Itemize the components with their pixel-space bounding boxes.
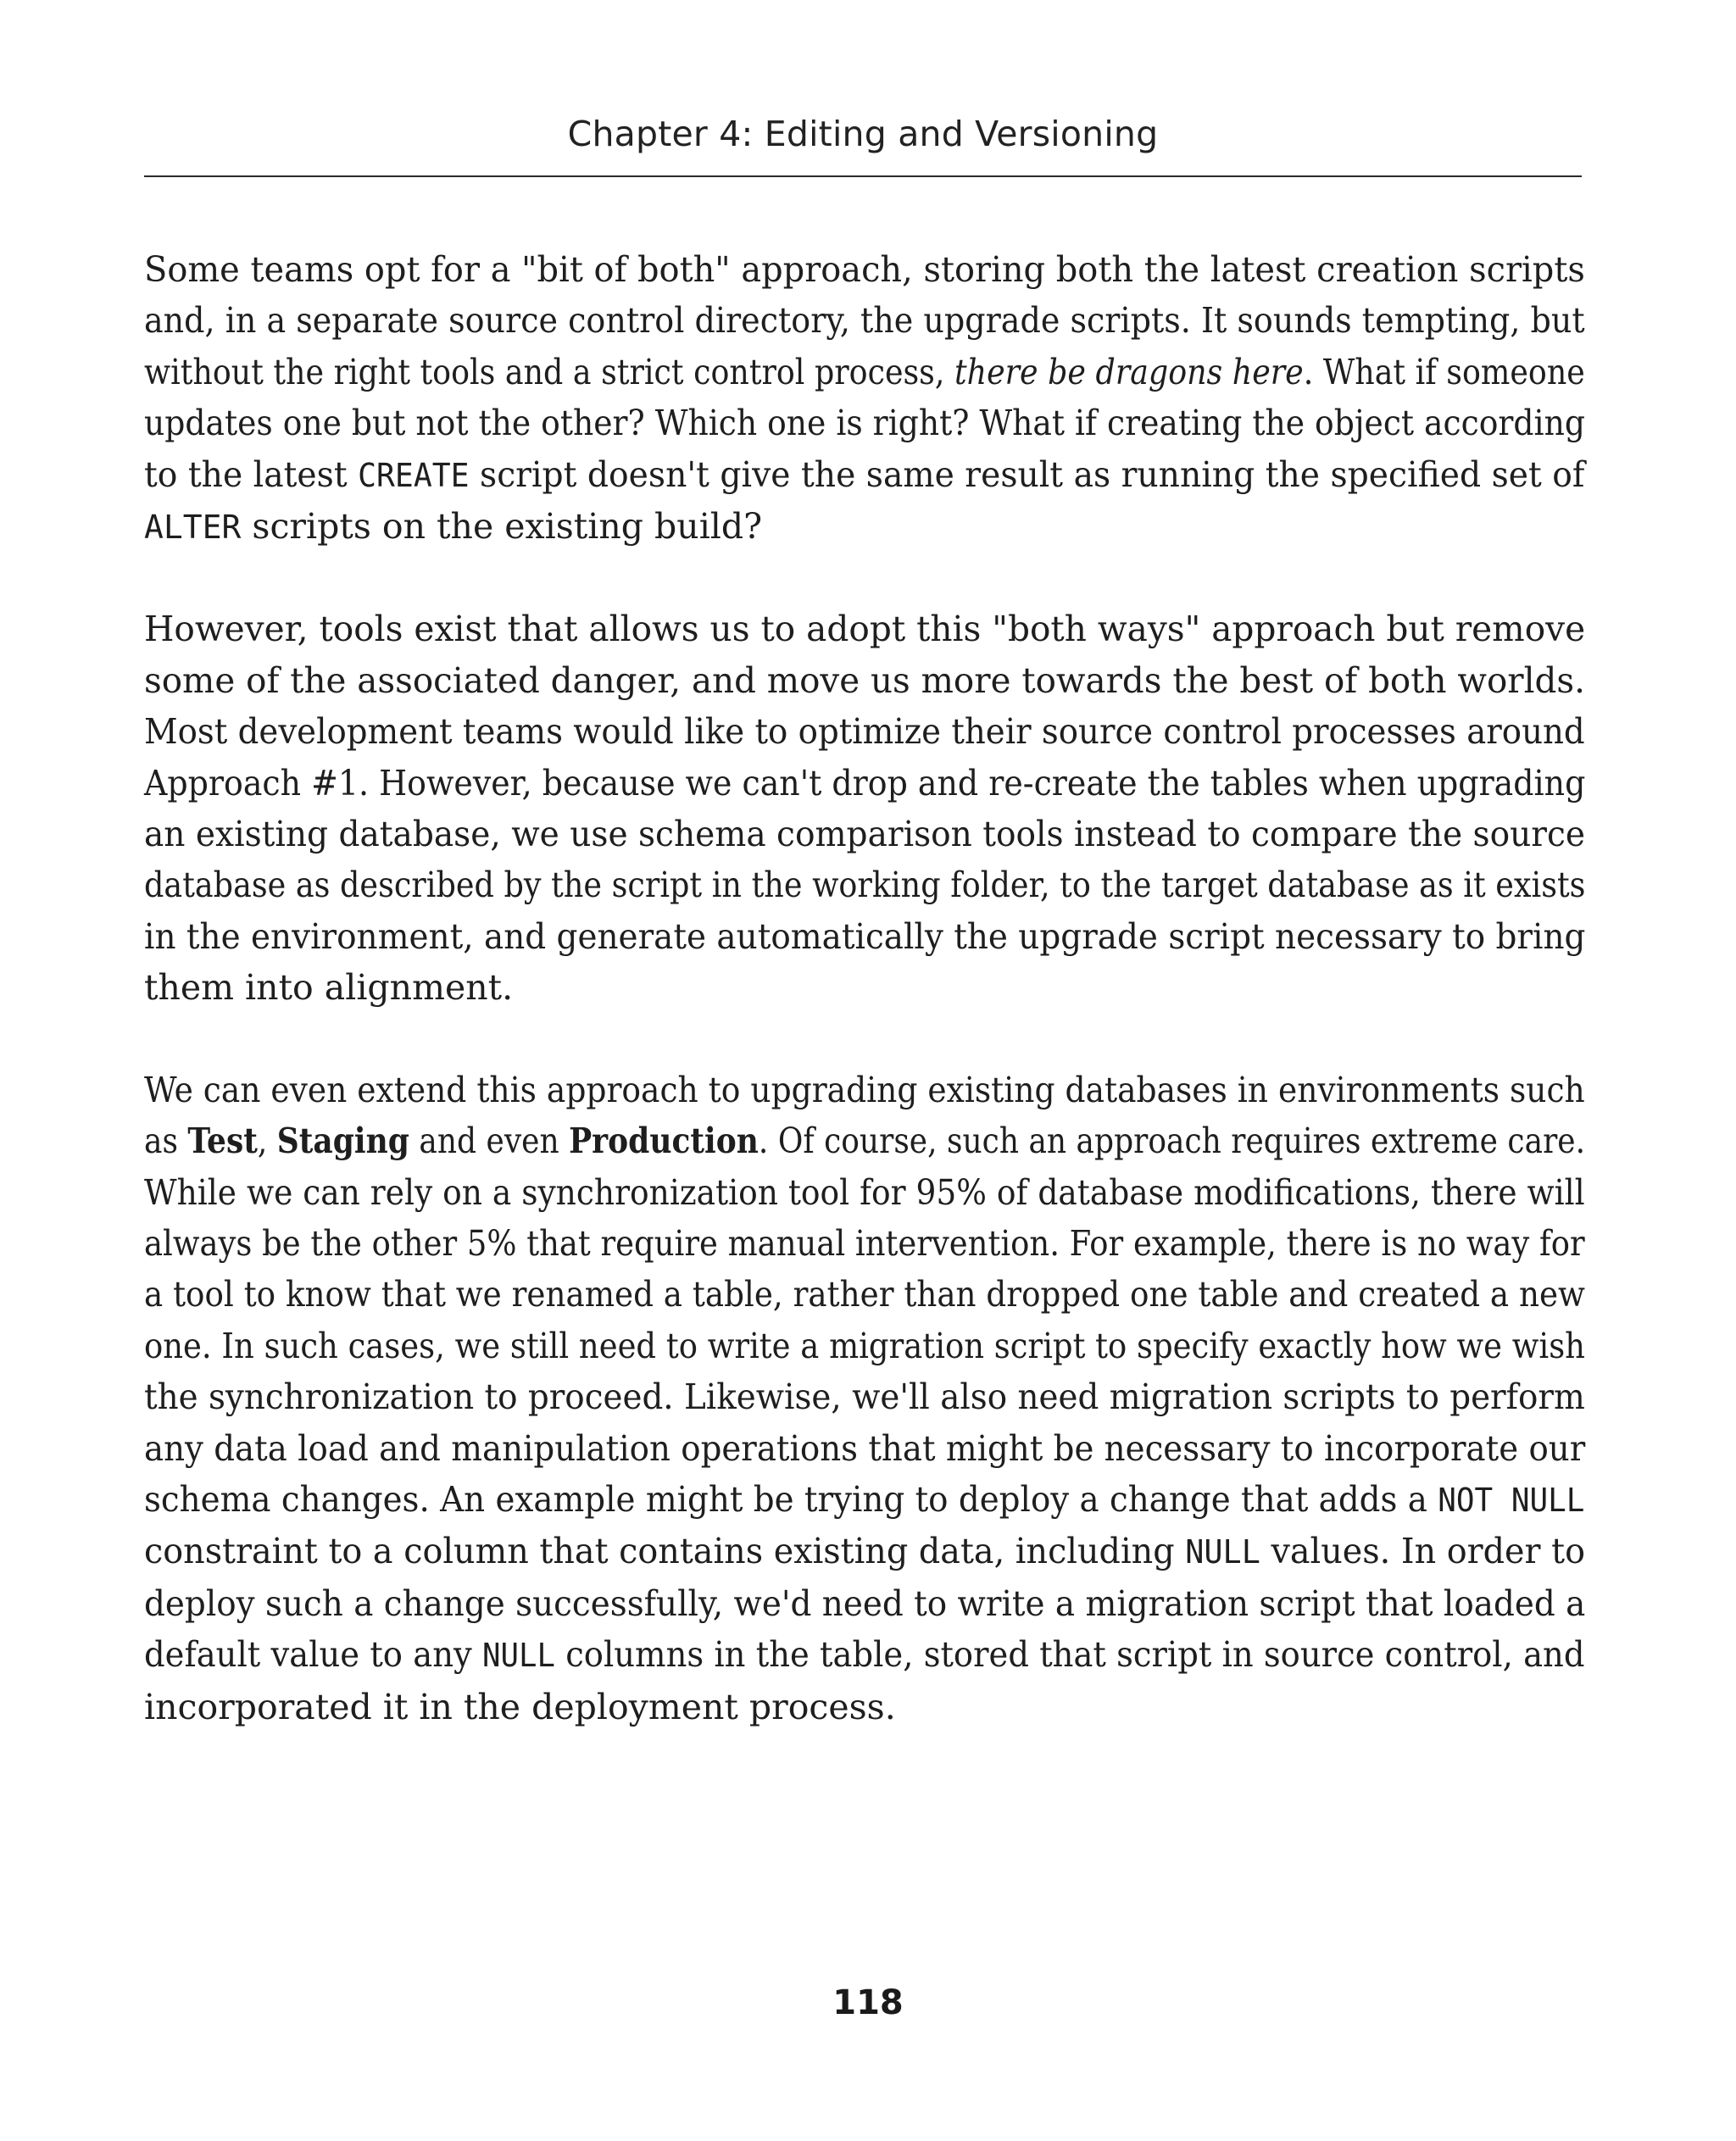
text-line: one. In such cases, we still need to write a migration script to specify exactly how we wish [144, 1325, 1585, 1366]
bold-staging: Staging [276, 1121, 409, 1162]
text-run: script doesn't give the same result as running the specified set of [469, 453, 1585, 495]
text-line: any data load and manipulation operations that might be necessary to incorporate our [144, 1427, 1586, 1469]
text-run: values. In order to [1260, 1531, 1585, 1572]
text-line: and, in a separate source control directory, the upgrade scripts. It sounds tempting, but [144, 300, 1585, 342]
text-line [144, 449, 1584, 501]
text-line: the synchronization to proceed. Likewise, we'll also need migration scripts to perform [144, 1376, 1585, 1418]
text-line: However, tools exist that allows us to adopt this "both ways" approach but remove [144, 609, 1586, 650]
text-run: as [144, 1121, 188, 1162]
text-run: schema changes. An example might be trying to deploy a change that adds a [144, 1478, 1438, 1520]
text-line [144, 347, 1585, 398]
paragraph-both-ways [144, 603, 1585, 1013]
code-create: CREATE [358, 456, 470, 494]
text-line: We can even extend this approach to upgrading existing databases in environments such [144, 1069, 1585, 1110]
text-line: Most development teams would like to optimize their source control processes around [144, 711, 1585, 753]
paragraph-environments [144, 1065, 1585, 1732]
code-not-null: NOT NULL [1438, 1481, 1585, 1519]
paragraph-bit-of-both [144, 244, 1585, 553]
text-line: incorporated it in the deployment process. [144, 1686, 896, 1727]
text-line: database as described by the script in the working folder, to the target database as it exists [144, 865, 1586, 906]
text-line: While we can rely on a synchronization tool for 95% of database modifications, there will [144, 1171, 1585, 1213]
text-run: without the right tools and a strict control process, [144, 351, 954, 392]
text-run: to the latest [144, 453, 359, 495]
text-run: . Of course, such an approach requires extreme care. [758, 1121, 1586, 1162]
page-number: 118 [832, 1983, 904, 2022]
text-line: a tool to know that we renamed a table, rather than dropped one table and created a new [144, 1274, 1585, 1315]
text-line [144, 1629, 1584, 1681]
text-line: Approach #1. However, because we can't drop and re-create the tables when upgrading [144, 762, 1586, 804]
text-line [144, 1474, 1584, 1526]
text-run: constraint to a column that contains existing data, including [144, 1531, 1186, 1572]
text-line [144, 501, 762, 553]
text-line: an existing database, we use schema comparison tools instead to compare the source [144, 814, 1586, 855]
text-line: Some teams opt for a "bit of both" approach, storing both the latest creation scripts [144, 249, 1585, 290]
code-null: NULL [1185, 1533, 1260, 1571]
italic-phrase: there be dragons here [954, 351, 1304, 392]
body-text [144, 244, 1585, 1783]
text-run: . What if someone [1303, 351, 1585, 392]
text-line: updates one but not the other? Which one is right? What if creating the object according [144, 403, 1585, 444]
text-line [144, 1526, 1585, 1577]
text-line: deploy such a change successfully, we'd need to write a migration script that loaded a [144, 1582, 1586, 1624]
bold-test: Test [187, 1121, 258, 1162]
code-null: NULL [481, 1637, 555, 1675]
text-run: and even [409, 1121, 570, 1162]
text-line: some of the associated danger, and move us more towards the best of both worlds. [144, 659, 1585, 701]
text-line: in the environment, and generate automatically the upgrade script necessary to bring [144, 915, 1586, 957]
text-run: default value to any [144, 1634, 482, 1676]
code-alter: ALTER [144, 509, 242, 547]
text-line [144, 1115, 1585, 1166]
header-rule [144, 175, 1582, 177]
text-line: always be the other 5% that require manual intervention. For example, there is no way for [144, 1222, 1585, 1264]
running-head-title: Chapter 4: Editing and Versioning [567, 114, 1159, 154]
text-run: scripts on the existing build? [241, 506, 763, 548]
bold-production: Production [569, 1121, 759, 1162]
text-run: , [257, 1121, 277, 1162]
text-line: them into alignment. [144, 967, 514, 1009]
text-run: columns in the table, stored that script in source control, and [554, 1634, 1585, 1676]
